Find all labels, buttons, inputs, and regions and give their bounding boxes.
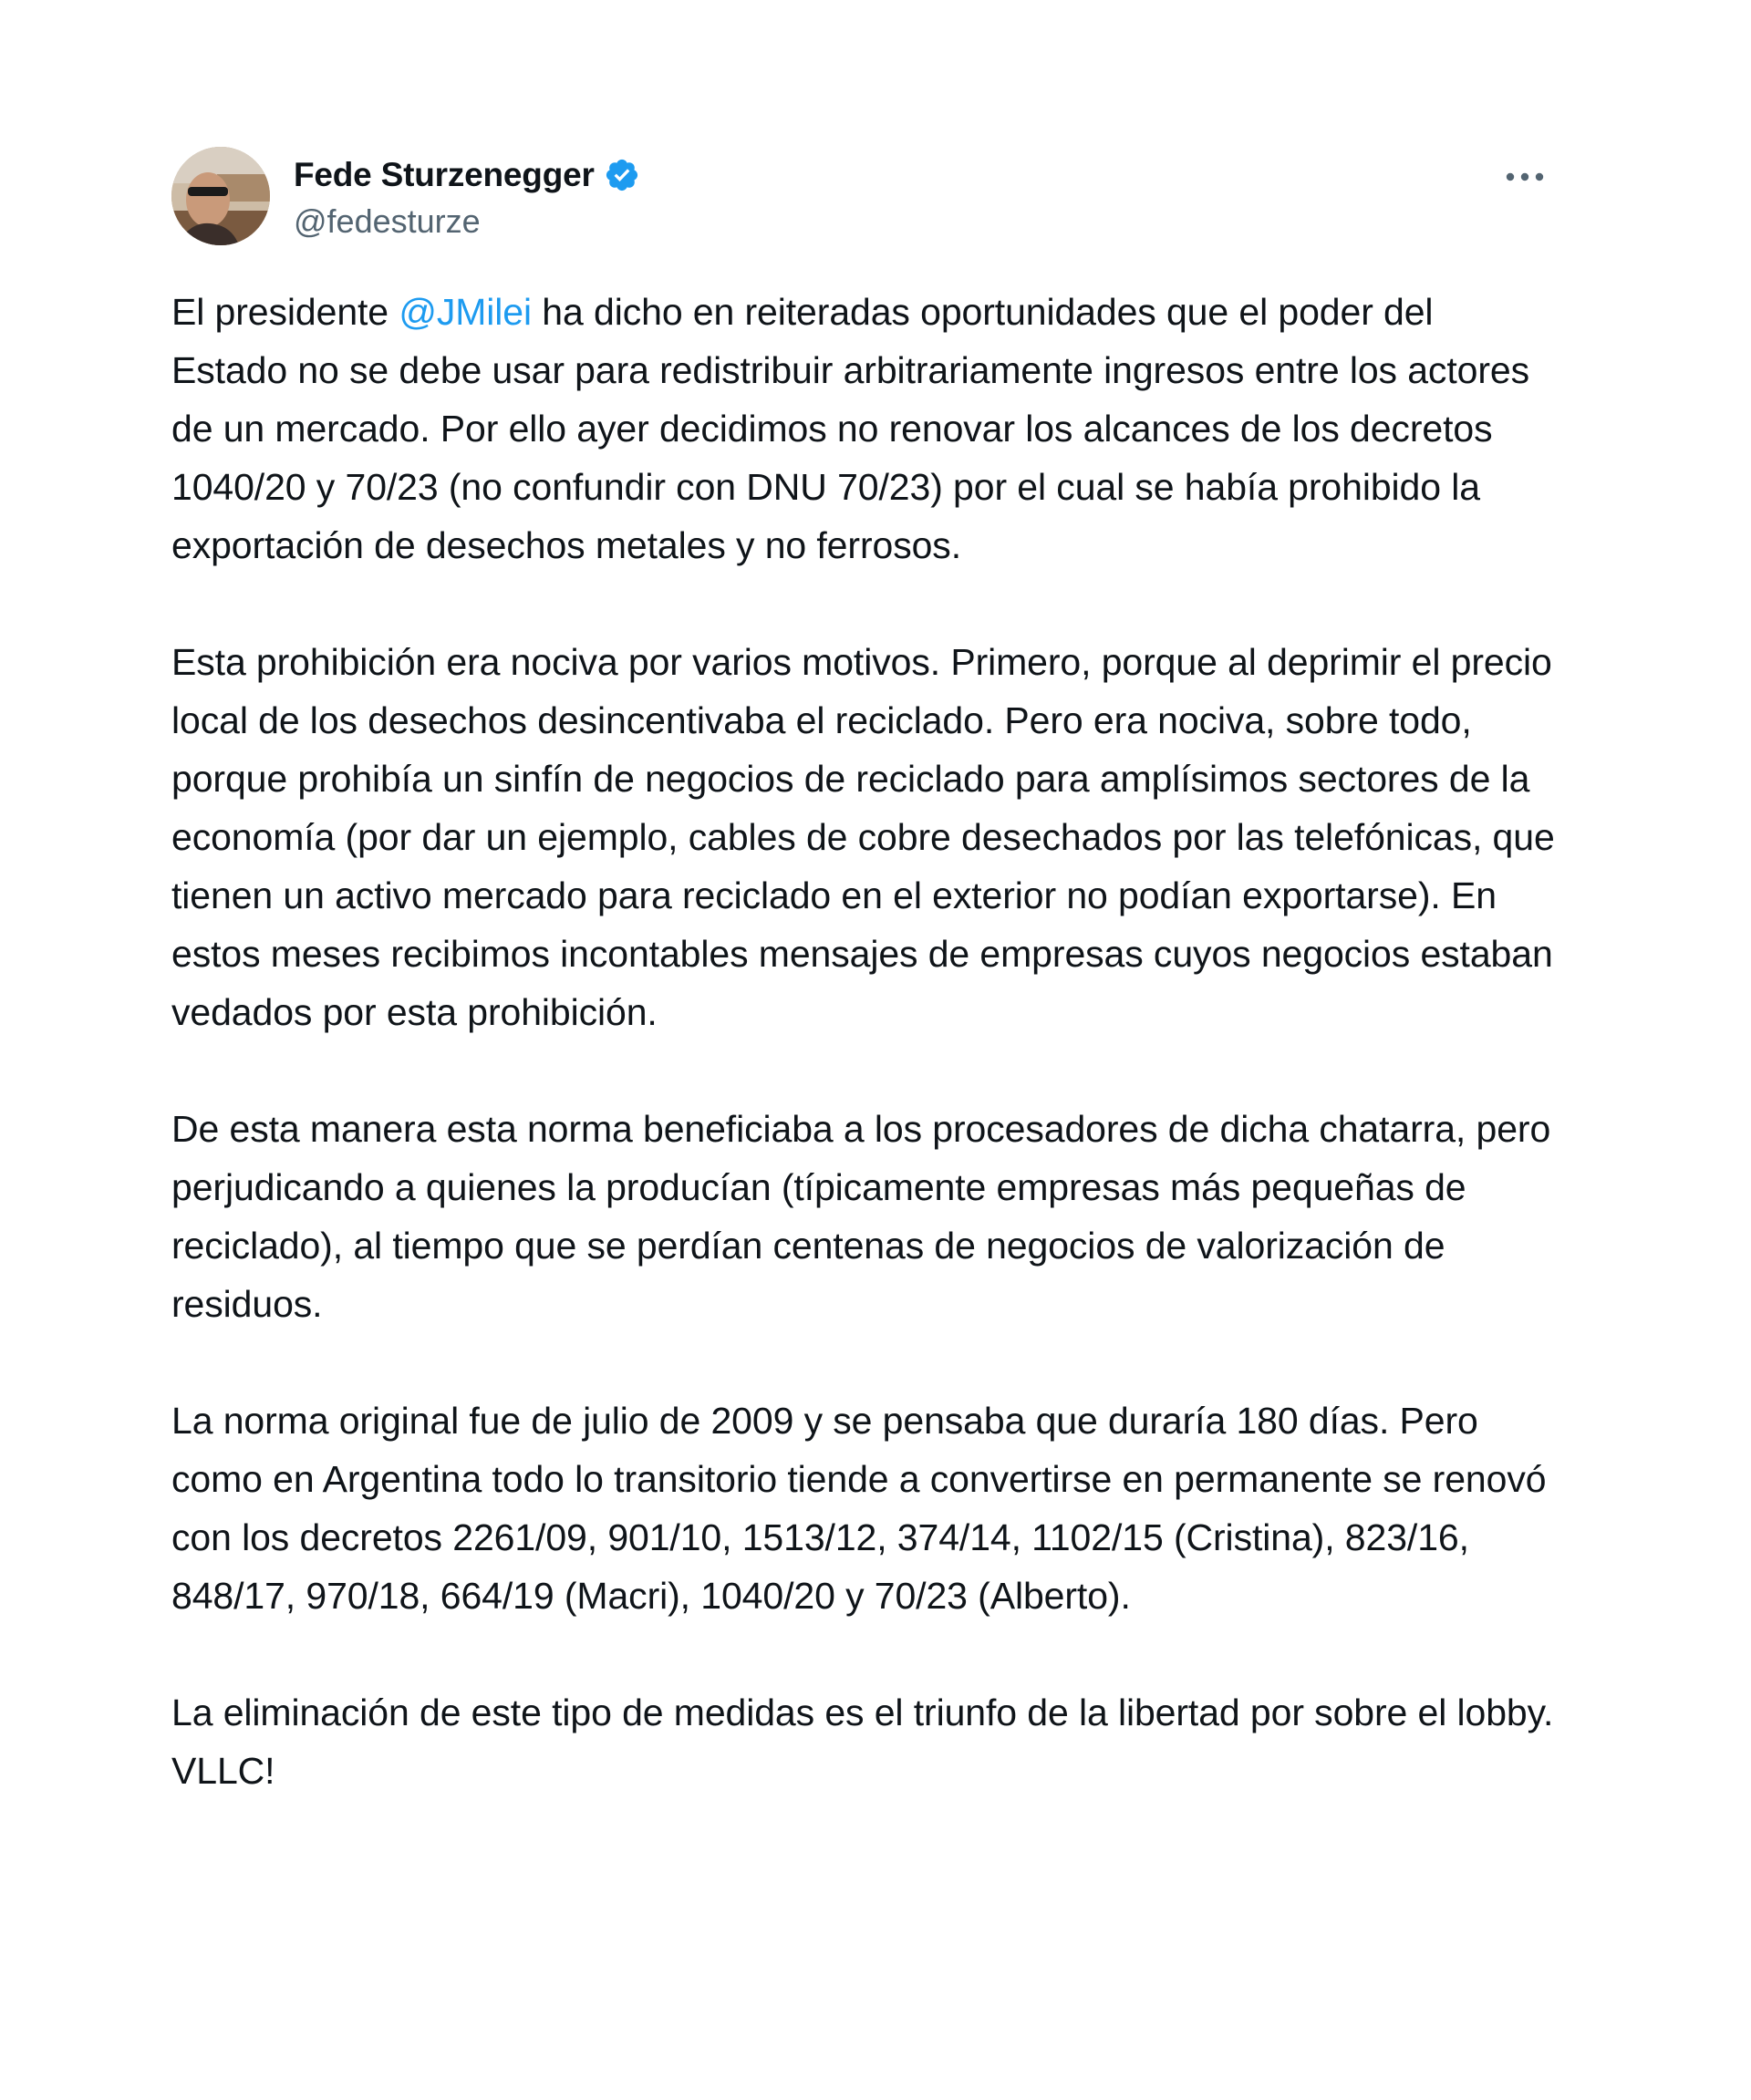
tweet-paragraph-3: De esta manera esta norma beneficiaba a los procesadores de dicha chatarra, pero perjudicando a quienes la producían (típicamente empresas más pequeñas de reciclado), al tiempo que se perdían centenas de negocios de valorización de residuos.	[171, 1108, 1551, 1325]
paragraph-1-before-mention: El presidente	[171, 291, 399, 333]
tweet-header	[171, 146, 1558, 246]
tweet-paragraph-1	[171, 283, 1558, 574]
mention-link[interactable]: @JMilei	[399, 291, 533, 333]
author-display-name[interactable]: Fede Sturzenegger	[294, 156, 595, 193]
avatar-photo-icon	[171, 147, 270, 245]
avatar[interactable]	[171, 147, 270, 245]
tweet-card	[171, 146, 1558, 1800]
name-row	[294, 151, 640, 199]
author-handle[interactable]: @fedesturze	[294, 202, 481, 240]
author-identity	[294, 151, 640, 241]
tweet-paragraph-4: La norma original fue de julio de 2009 y se pensaba que duraría 180 días. Pero como en Argentina todo lo transitorio tiende a convertirse en permanente se renovó con los decretos 2261/09, 901/10, 1513/12, 374/14, 1102/15 (Cristina), 823/16, 848/17, 970/18, 664/19 (Macri), 1040/20 y 70/23 (Alberto).	[171, 1400, 1547, 1617]
tweet-paragraph-2: Esta prohibición era nociva por varios motivos. Primero, porque al deprimir el precio local de los desechos desincentivaba el reciclado. Pero era nociva, sobre todo, porque prohibía un sinfín de negocios de reciclado para amplísimos sectores de la economía (por dar un ejemplo, cables de cobre desechados por las telefónicas, que tienen un activo mercado para reciclado en el exterior no podían exportarse). En estos meses recibimos incontables mensajes de empresas cuyos negocios estaban vedados por esta prohibición.	[171, 641, 1555, 1033]
paragraph-1-after-mention: ha dicho en reiteradas oportunidades que el poder del Estado no se debe usar para redistribuir arbitrariamente ingresos entre los actores de un mercado. Por ello ayer decidimos no renovar los alcances de los decretos 1040/20 y 70/23 (no confundir con DNU 70/23) por el cual se había prohibido la exportación de desechos metales y no ferrosos.	[171, 291, 1529, 566]
tweet-paragraph-5: La eliminación de este tipo de medidas es el triunfo de la libertad por sobre el lobby. VLLC!	[171, 1691, 1554, 1792]
more-options-icon	[1503, 171, 1547, 183]
more-options-button[interactable]	[1499, 159, 1550, 195]
tweet-text	[171, 283, 1558, 1800]
verified-badge-icon	[604, 157, 640, 193]
